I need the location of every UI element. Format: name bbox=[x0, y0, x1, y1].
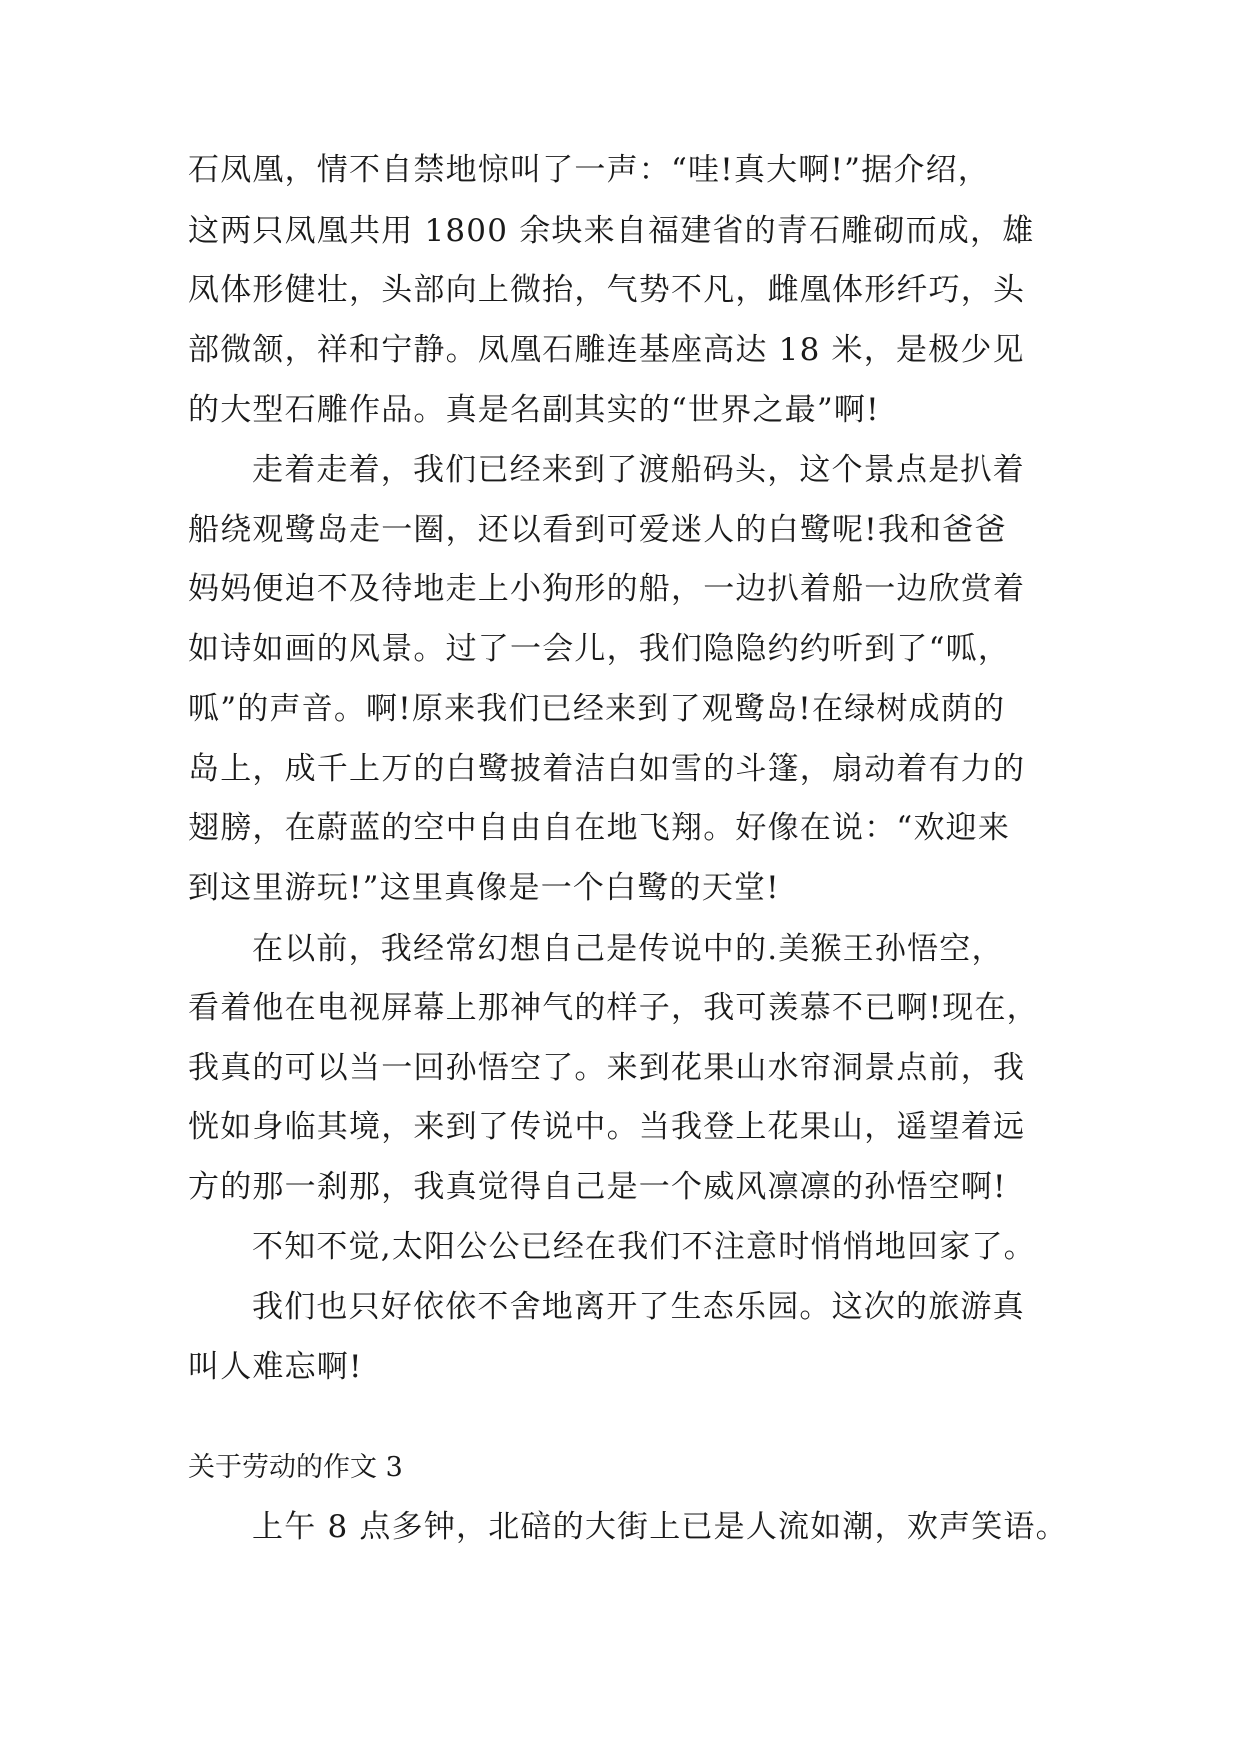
section-heading: 关于劳动的作文 3 bbox=[188, 1452, 403, 1483]
text-line: 不知不觉,太阳公公已经在我们不注意时悄悄地回家了。 bbox=[252, 1229, 1036, 1265]
text-line: 呱”的声音。啊!原来我们已经来到了观鹭岛!在绿树成荫的 bbox=[188, 691, 1006, 727]
text-line: 船绕观鹭岛走一圈，还以看到可爱迷人的白鹭呢!我和爸爸 bbox=[188, 512, 1007, 548]
text-line: 岛上，成千上万的白鹭披着洁白如雪的斗篷，扇动着有力的 bbox=[188, 751, 1026, 787]
text-line: 我真的可以当一回孙悟空了。来到花果山水帘洞景点前，我 bbox=[188, 1050, 1026, 1086]
text-line: 翅膀，在蔚蓝的空中自由自在地飞翔。好像在说：“欢迎来 bbox=[188, 810, 1011, 846]
text-line: 看着他在电视屏幕上那神气的样子，我可羡慕不已啊!现在， bbox=[188, 990, 1039, 1026]
text-line: 叫人难忘啊! bbox=[188, 1349, 363, 1385]
text-line: 妈妈便迫不及待地走上小狗形的船，一边扒着船一边欣赏着 bbox=[188, 571, 1026, 607]
text-line: 恍如身临其境，来到了传说中。当我登上花果山，遥望着远 bbox=[188, 1109, 1026, 1145]
text-line: 在以前，我经常幻想自己是传说中的.美猴王孙悟空， bbox=[252, 931, 1004, 967]
text-line: 方的那一刹那，我真觉得自己是一个威风凛凛的孙悟空啊! bbox=[188, 1169, 1007, 1205]
text-line: 石凤凰，情不自禁地惊叫了一声：“哇!真大啊!”据介绍， bbox=[188, 152, 991, 188]
text-line: 走着走着，我们已经来到了渡船码头，这个景点是扒着 bbox=[252, 452, 1025, 488]
text-line: 我们也只好依依不舍地离开了生态乐园。这次的旅游真 bbox=[252, 1289, 1025, 1325]
text-line: 到这里游玩!”这里真像是一个白鹭的天堂! bbox=[188, 870, 780, 906]
text-line: 部微颔，祥和宁静。凤凰石雕连基座高达 18 米，是极少见 bbox=[188, 332, 1025, 368]
text-line: 这两只凤凰共用 1800 余块来自福建省的青石雕砌而成，雄 bbox=[188, 213, 1035, 249]
text-line: 上午 8 点多钟，北碚的大街上已是人流如潮，欢声笑语。 bbox=[252, 1509, 1068, 1545]
text-line: 凤体形健壮，头部向上微抬，气势不凡，雌凰体形纤巧，头 bbox=[188, 272, 1026, 308]
text-line: 如诗如画的风景。过了一会儿，我们隐隐约约听到了“呱， bbox=[188, 631, 1011, 667]
text-line: 的大型石雕作品。真是名副其实的“世界之最”啊! bbox=[188, 392, 880, 428]
